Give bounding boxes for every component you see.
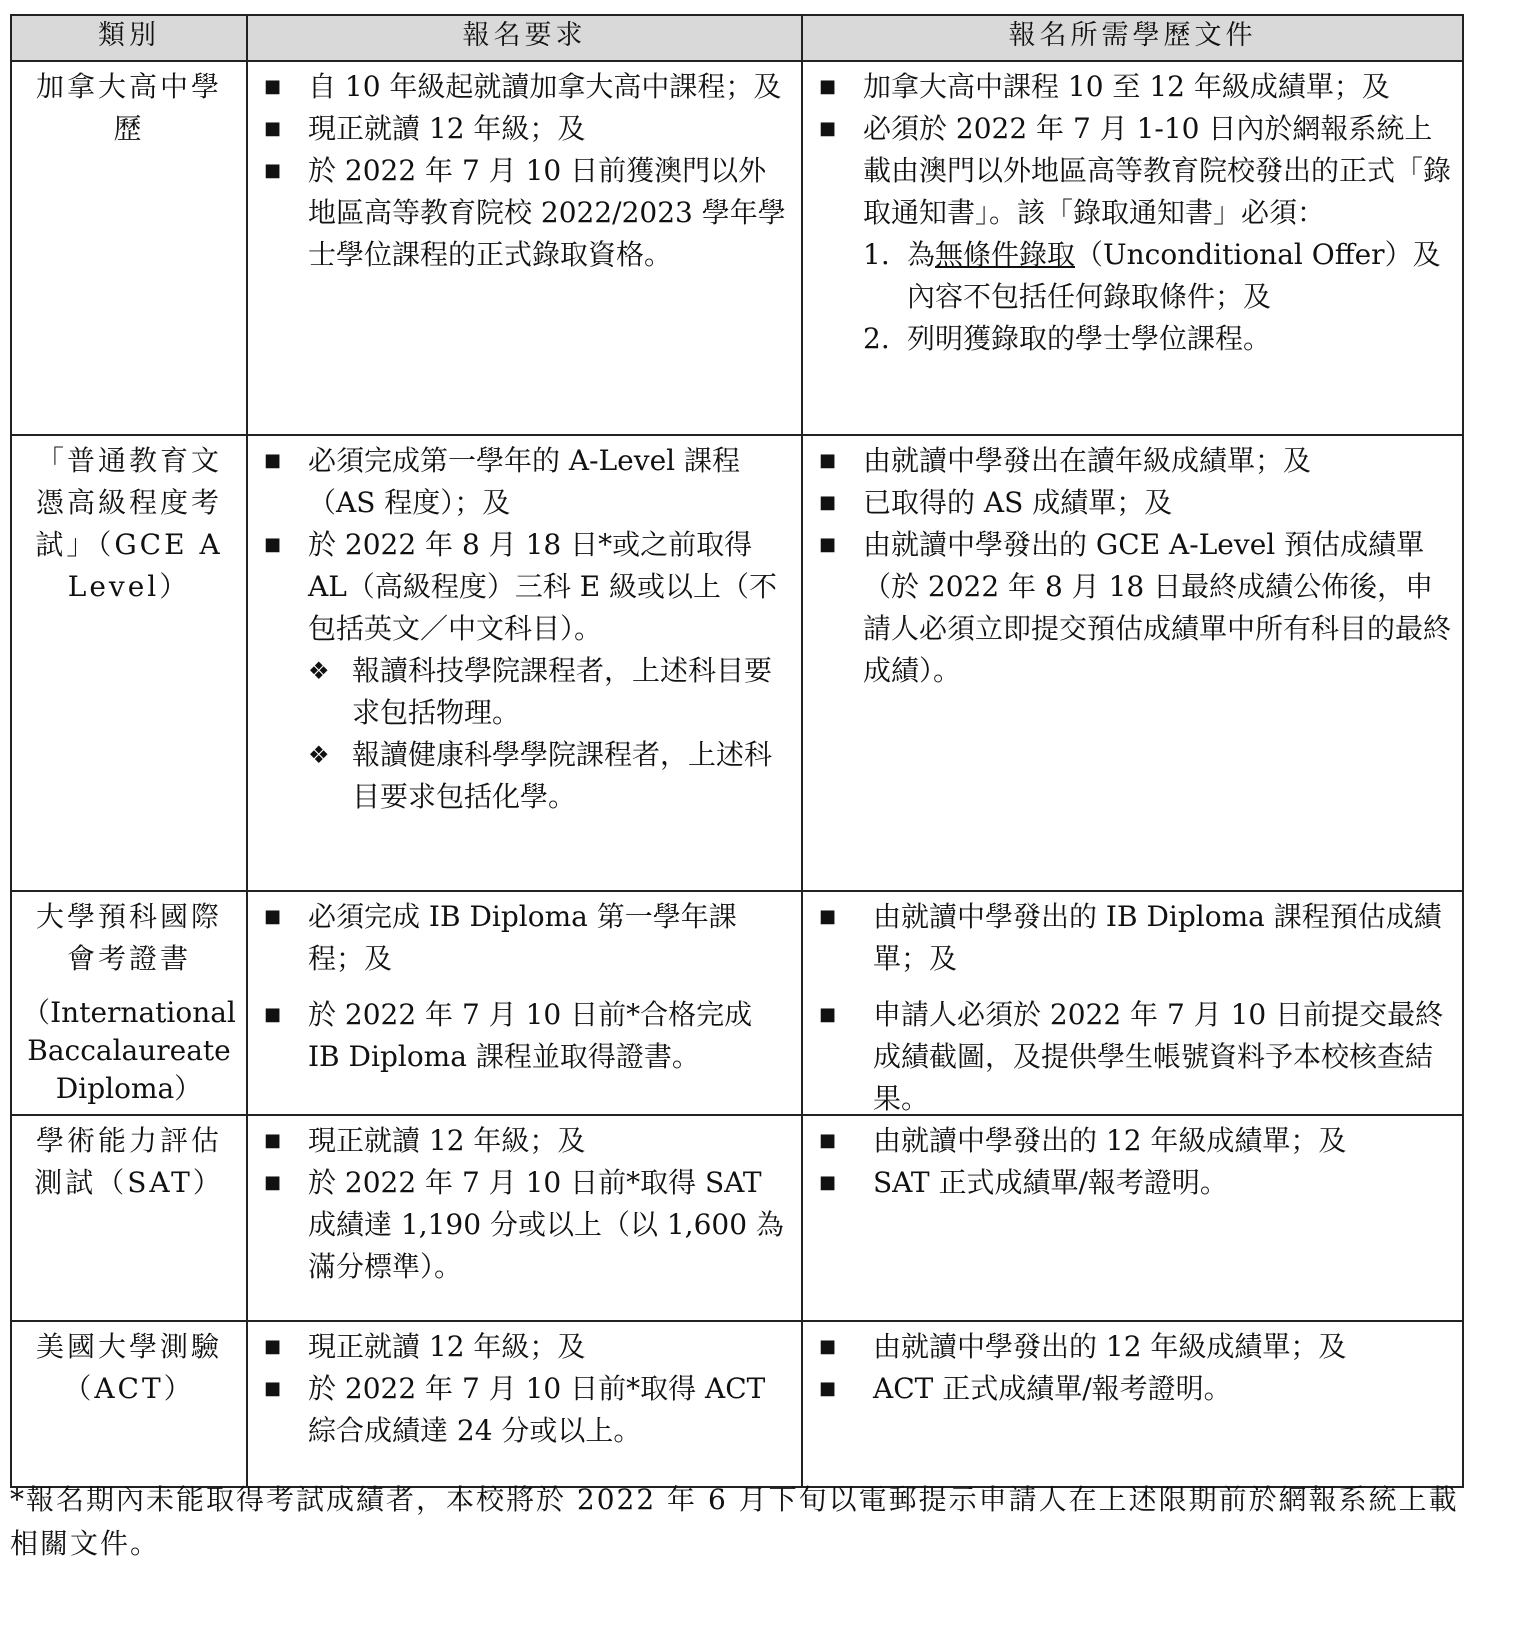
table-row: [12, 60, 1462, 434]
header-requirements: 報名要求: [248, 16, 803, 60]
requirement-item: ■ 於 2022 年 7 月 10 日前*合格完成 IB Diploma 課程並取得證書。: [258, 994, 791, 1078]
numbered-item: [863, 234, 1452, 318]
sub-point-item: ❖ 報讀科技學院課程者，上述科目要求包括物理。: [308, 650, 791, 734]
requirement-item: ■ 於 2022 年 7 月 10 日前獲澳門以外地區高等教育院校 2022/2023 學年學士學位課程的正式錄取資格。: [258, 150, 791, 276]
document-item: ■ 由就讀中學發出在讀年級成績單；及: [813, 440, 1452, 482]
documents-cell: [803, 62, 1462, 434]
documents-cell: [803, 1322, 1462, 1486]
item-number: 1.: [863, 238, 890, 271]
unconditional-offer-text: 無條件錄取: [935, 238, 1076, 271]
document-item: ■ 申請人必須於 2022 年 7 月 10 日前提交最終成績截圖，及提供學生帳號資料予本校核查結果。: [813, 994, 1452, 1120]
requirement-item: ■ 必須完成第一學年的 A-Level 課程（AS 程度）；及: [258, 440, 791, 524]
item-number: 2.: [863, 322, 890, 355]
category-cell: 加拿大高中學歷: [12, 62, 248, 434]
requirement-item: ■ 自 10 年級起就讀加拿大高中課程；及: [258, 66, 791, 108]
document-item: ■ 由就讀中學發出的 GCE A-Level 預估成績單（於 2022 年 8 月 18 日最終成績公佈後，申請人必須立即提交預估成績單中所有科目的最終成績）。: [813, 524, 1452, 692]
table-row: [12, 890, 1462, 1114]
requirement-item: ■ 於 2022 年 7 月 10 日前*取得 ACT 綜合成績達 24 分或以上。: [258, 1368, 791, 1452]
document-item: ■ 已取得的 AS 成績單；及: [813, 482, 1452, 524]
category-zh: 大學預科國際會考證書: [35, 900, 222, 975]
requirement-item: ■ 必須完成 IB Diploma 第一學年課程；及: [258, 896, 791, 980]
sub-point-item: ❖ 報讀健康科學學院課程者，上述科目要求包括化學。: [308, 734, 791, 818]
requirements-cell: [248, 62, 803, 434]
document-item: ■ 由就讀中學發出的 IB Diploma 課程預估成績單；及: [813, 896, 1452, 980]
category-en: （International Baccalaureate Diploma）: [22, 996, 236, 1105]
document-item: ■ 必須於 2022 年 7 月 1-10 日內於網報系統上載由澳門以外地區高等教育院校發出的正式「錄取通知書」。該「錄取通知書」必須：: [813, 108, 1452, 234]
table-row: [12, 1114, 1462, 1320]
header-category: 類別: [12, 16, 248, 60]
document-item: ■ 加拿大高中課程 10 至 12 年級成績單；及: [813, 66, 1452, 108]
header-documents: 報名所需學歷文件: [1008, 20, 1257, 51]
requirement-item: ■ 現正就讀 12 年級；及: [258, 1120, 791, 1162]
documents-cell: [803, 436, 1462, 890]
item-prefix: 為: [907, 238, 936, 271]
category-cell: 美國大學測驗（ACT）: [12, 1322, 248, 1486]
category-cell: 「普通教育文憑高級程度考試」（GCE A Level）: [12, 436, 248, 890]
requirements-cell: [248, 1322, 803, 1486]
admission-requirements-table: [10, 14, 1464, 1488]
numbered-item: [863, 318, 1452, 360]
requirement-item: ■ 於 2022 年 7 月 10 日前*取得 SAT 成績達 1,190 分或以上（以 1,600 為滿分標準）。: [258, 1162, 791, 1288]
requirement-item: ■ 現正就讀 12 年級；及: [258, 1326, 791, 1368]
category-cell: [12, 892, 248, 1128]
document-item: ■ SAT 正式成績單/報考證明。: [813, 1162, 1452, 1204]
document-item: ■ ACT 正式成績單/報考證明。: [813, 1368, 1452, 1410]
documents-cell: [803, 892, 1462, 1128]
requirement-item: ■ 現正就讀 12 年級；及: [258, 108, 791, 150]
footnote: *報名期內未能取得考試成績者，本校將於 2022 年 6 月下旬以電郵提示申請人在上述限期前於網報系統上載相關文件。: [10, 1483, 1459, 1560]
item-suffix: （Unconditional Offer）及內容不包括任何錄取條件；及: [907, 238, 1441, 313]
table-header-row: [12, 16, 1462, 60]
requirements-cell: [248, 1116, 803, 1320]
requirements-cell: [248, 892, 803, 1128]
requirements-cell: [248, 436, 803, 890]
document-item: ■ 由就讀中學發出的 12 年級成績單；及: [813, 1120, 1452, 1162]
table-row: [12, 434, 1462, 890]
documents-cell: [803, 1116, 1462, 1320]
table-row: [12, 1320, 1462, 1486]
item-text: 列明獲錄取的學士學位課程。: [907, 322, 1272, 355]
requirement-item: ■ 於 2022 年 8 月 18 日*或之前取得 AL（高級程度）三科 E 級或以上（不包括英文／中文科目）。: [258, 524, 791, 650]
document-item: ■ 由就讀中學發出的 12 年級成績單；及: [813, 1326, 1452, 1368]
category-cell: 學術能力評估測試（SAT）: [12, 1116, 248, 1320]
